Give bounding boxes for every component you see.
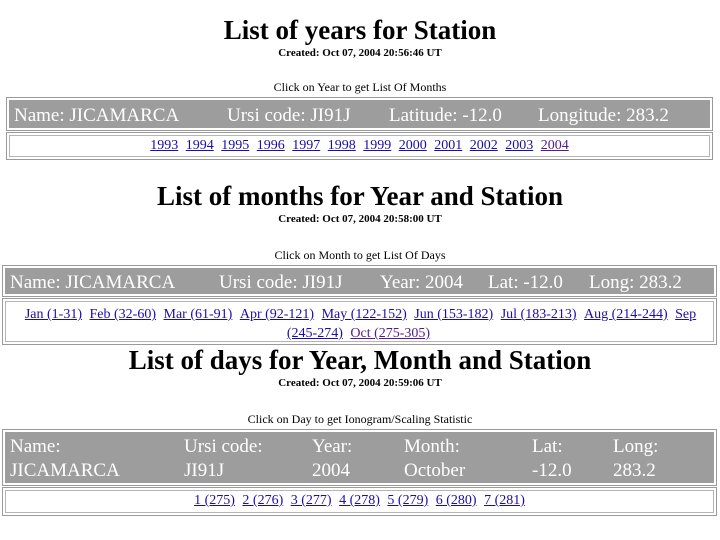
year-link[interactable]: 2002 [469,138,498,153]
months-station-info-bar [5,268,714,294]
months-page-title: List of months for Year and Station [156,181,564,211]
latitude-label: Lat: [532,436,563,457]
month-link[interactable]: Jul (183-213) [500,307,577,322]
years-link-box [6,132,713,160]
day-link[interactable]: 7 (281) [484,493,525,508]
latitude: Latitude: -12.0 [389,105,502,126]
days-station-info-box [2,429,717,486]
year-link[interactable]: 1995 [221,138,250,153]
ursi-code-label: Ursi code: [184,436,263,457]
months-link-list [5,301,714,342]
year-link[interactable]: 1998 [327,138,356,153]
day-link[interactable]: 6 (280) [435,493,477,508]
day-link[interactable]: 1 (275) [194,493,235,508]
latitude: Lat: -12.0 [488,272,563,293]
months-created-timestamp: Created: Oct 07, 2004 20:58:00 UT [278,213,442,225]
days-link-box [2,487,717,516]
years-station-info-bar [9,100,710,128]
year-link[interactable]: 1993 [150,138,179,153]
year-label: Year: [312,436,353,457]
days-instruction: Click on Day to get Ionogram/Scaling Statistic [247,412,473,426]
ursi-code: JI91J [184,460,225,481]
month-link[interactable]: Oct (275-305) [350,326,431,341]
longitude: 283.2 [613,460,656,481]
year-link[interactable]: 1996 [256,138,285,153]
month-link[interactable]: Aug (214-244) [584,307,668,322]
month-link[interactable]: Feb (32-60) [89,307,157,322]
day-link[interactable]: 4 (278) [339,493,380,508]
year: Year: 2004 [380,272,464,293]
month: October [404,460,466,481]
years-created-timestamp: Created: Oct 07, 2004 20:56:46 UT [278,47,442,59]
years-link-list [9,135,710,157]
year-link[interactable]: 1999 [363,138,392,153]
year-link[interactable]: 2003 [505,138,534,153]
station-name: Name: JICAMARCA [10,272,176,293]
name-label: Name: [10,436,61,457]
longitude: Long: 283.2 [589,272,682,293]
year-link[interactable]: 2001 [434,138,463,153]
month-link[interactable]: Apr (92-121) [239,307,315,322]
station-name: Name: JICAMARCA [14,105,180,126]
month-link[interactable]: Mar (61-91) [163,307,233,322]
longitude: Longitude: 283.2 [538,105,669,126]
days-station-info-bar [5,432,714,483]
day-link[interactable]: 3 (277) [290,493,332,508]
month-label: Month: [404,436,460,457]
years-page-title: List of years for Station [223,15,497,45]
ursi-code: Ursi code: JI91J [227,105,351,126]
month-link[interactable]: Jan (1-31) [24,307,83,322]
months-instruction: Click on Month to get List Of Days [274,248,446,262]
month-link[interactable]: May (122-152) [321,307,407,322]
station-name: JICAMARCA [10,460,120,481]
days-created-timestamp: Created: Oct 07, 2004 20:59:06 UT [278,377,442,389]
longitude-label: Long: [613,436,659,457]
year: 2004 [312,460,350,481]
day-link[interactable]: 5 (279) [387,493,429,508]
years-instruction: Click on Year to get List Of Months [273,80,447,94]
ursi-code: Ursi code: JI91J [219,272,343,293]
year-link[interactable]: 2000 [398,138,427,153]
year-link[interactable]: 2004 [540,138,569,153]
days-link-list [5,490,714,513]
months-link-box [2,298,717,345]
year-link[interactable]: 1994 [185,138,214,153]
years-station-info-box [6,97,713,131]
months-station-info-box [2,265,717,297]
day-link[interactable]: 2 (276) [242,493,284,508]
year-link[interactable]: 1997 [292,138,321,153]
month-link[interactable]: Sep (245-274) [286,307,697,341]
days-page-title: List of days for Year, Month and Station [128,345,592,375]
month-link[interactable]: Jun (153-182) [414,307,494,322]
latitude: -12.0 [532,460,572,481]
